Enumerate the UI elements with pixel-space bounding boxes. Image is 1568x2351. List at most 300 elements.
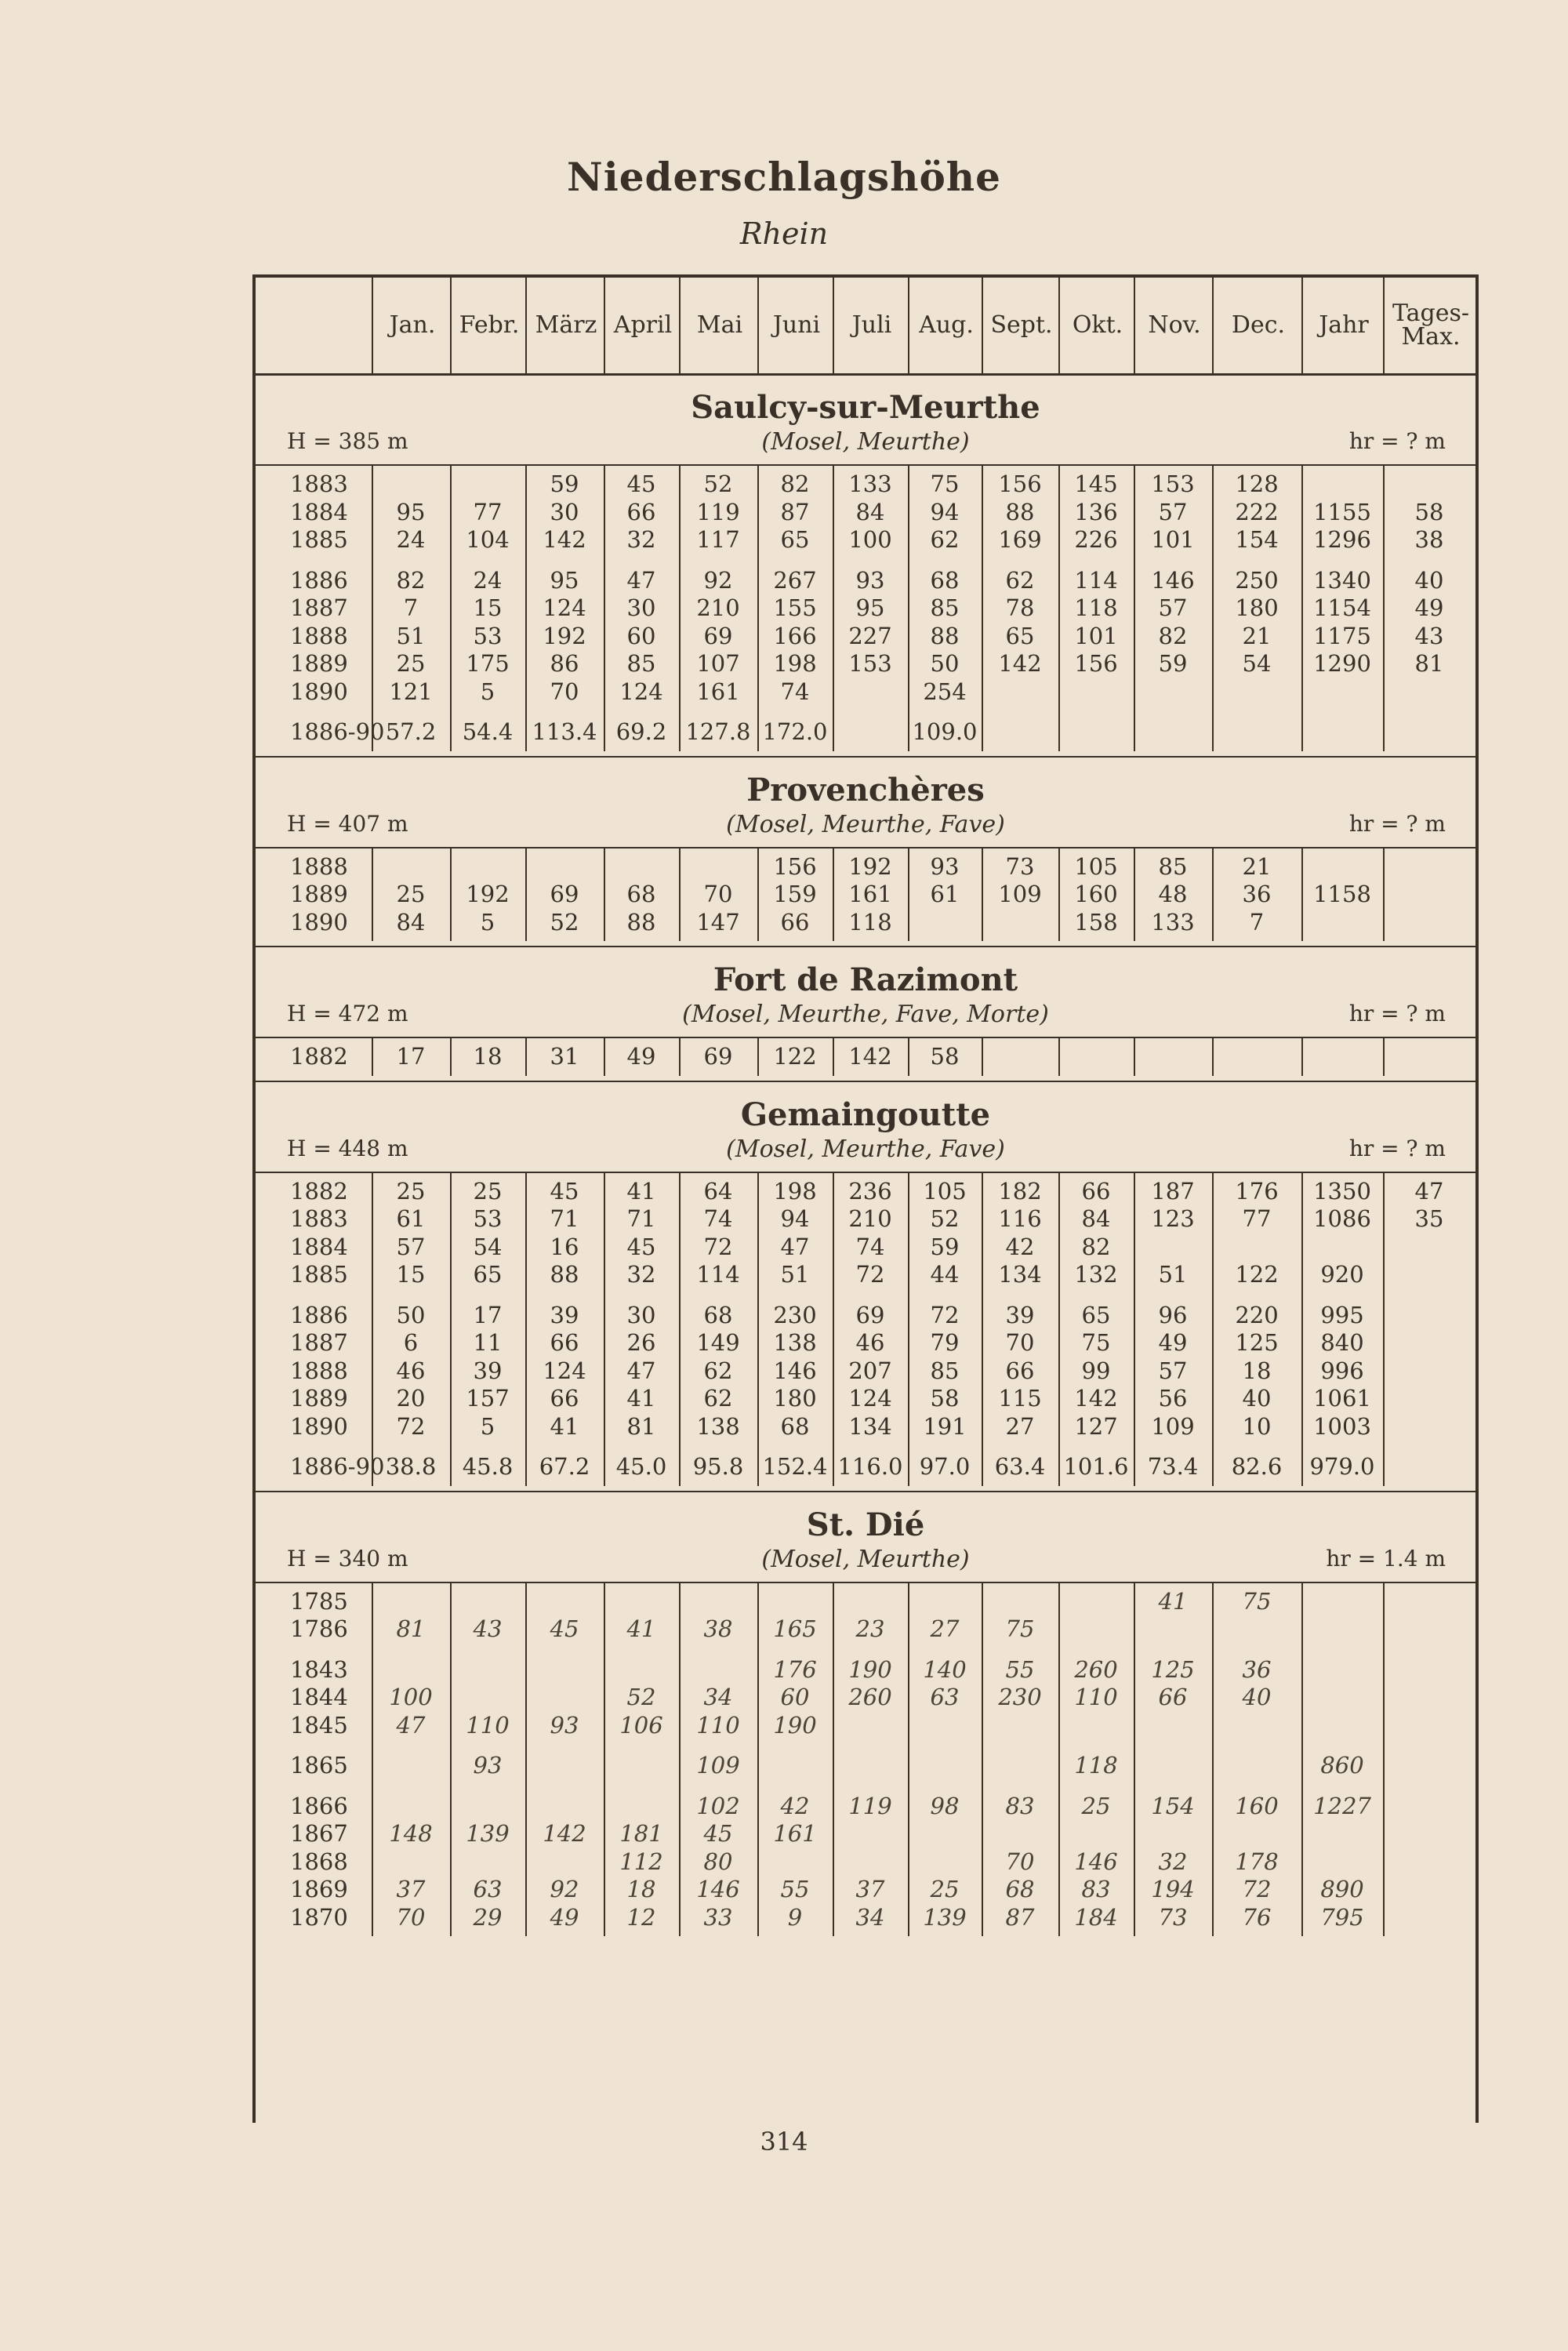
data-cell: 88: [930, 622, 960, 649]
data-cell: 70: [1005, 1848, 1035, 1875]
station-hr: hr = ? m: [1348, 1001, 1446, 1027]
data-cell: 100: [389, 1684, 433, 1710]
data-cell: 16: [550, 1233, 579, 1260]
data-cell: 227: [848, 622, 892, 649]
data-cell: 47: [396, 1711, 426, 1739]
data-cell: 101: [1074, 622, 1118, 649]
data-cell: 17: [473, 1301, 503, 1328]
data-cell: 138: [773, 1329, 817, 1356]
column-header: Jan.: [372, 278, 452, 373]
data-cell: 51: [780, 1261, 810, 1288]
data-cell: 62: [703, 1357, 733, 1384]
data-cell: 68: [930, 566, 960, 594]
data-cell: 840: [1320, 1329, 1364, 1356]
data-cell: 136: [1074, 498, 1118, 525]
data-cell: 5: [480, 908, 495, 936]
section-rule: [256, 756, 1475, 758]
data-cell: 26: [626, 1329, 656, 1356]
data-cell: 57: [1158, 498, 1188, 525]
data-cell: 105: [1074, 852, 1118, 880]
data-cell: 267: [773, 566, 817, 594]
station-height: H = 407 m: [287, 810, 408, 837]
data-cell: 118: [1074, 594, 1118, 621]
data-cell: 38: [1414, 526, 1444, 553]
column-divider: [1058, 466, 1060, 751]
column-header: Aug.: [908, 278, 983, 373]
column-divider: [982, 1038, 983, 1076]
data-cell: 73.4: [1147, 1453, 1199, 1480]
data-cell: 27: [1005, 1412, 1035, 1440]
data-cell: 82: [396, 566, 426, 594]
data-cell: 127.8: [685, 718, 751, 745]
data-cell: 67.2: [539, 1453, 590, 1480]
data-cell: 63: [473, 1876, 503, 1902]
data-cell: 25: [930, 1876, 960, 1902]
column-divider: [908, 848, 909, 942]
data-cell: 40: [1242, 1684, 1272, 1710]
column-divider: [908, 1173, 909, 1486]
column-divider: [525, 848, 527, 942]
column-divider: [1301, 1173, 1303, 1486]
data-cell: 38.8: [385, 1453, 437, 1480]
data-cell: 72: [930, 1301, 960, 1328]
column-divider: [372, 848, 373, 942]
data-cell: 59: [930, 1233, 960, 1260]
data-cell: 87: [1005, 1903, 1035, 1931]
data-cell: 106: [619, 1711, 663, 1739]
column-divider: [1383, 466, 1385, 751]
data-cell: 166: [773, 622, 817, 649]
column-divider: [908, 466, 909, 751]
data-cell: 72: [855, 1261, 885, 1288]
data-cell: 57: [1158, 1357, 1188, 1384]
data-cell: 155: [773, 594, 817, 621]
data-cell: 61: [930, 881, 960, 907]
column-divider: [1301, 466, 1303, 751]
section-rule: [256, 1037, 1475, 1038]
data-cell: 124: [543, 1357, 586, 1384]
data-cell: 80: [703, 1848, 733, 1875]
data-cell: 192: [543, 622, 586, 649]
column-divider: [679, 1583, 681, 1937]
column-divider: [1301, 1583, 1303, 1937]
data-cell: 142: [1074, 1385, 1118, 1412]
column-divider: [908, 1583, 909, 1937]
data-cell: 30: [626, 594, 656, 621]
data-cell: 34: [855, 1903, 885, 1931]
data-cell: 180: [773, 1385, 817, 1412]
data-cell: 1296: [1313, 526, 1371, 553]
data-cell: 161: [848, 881, 892, 907]
section-rule: [256, 1172, 1475, 1173]
data-cell: 63.4: [994, 1453, 1046, 1480]
data-cell: 149: [696, 1329, 740, 1356]
page-number: 314: [760, 2127, 808, 2157]
column-divider: [679, 1173, 681, 1486]
data-cell: 156: [1074, 650, 1118, 677]
data-cell: 116: [998, 1205, 1042, 1232]
data-cell: 92: [550, 1876, 579, 1902]
data-cell: 93: [930, 852, 960, 880]
data-cell: 210: [848, 1205, 892, 1232]
data-cell: 176: [1235, 1177, 1279, 1205]
data-cell: 36: [1242, 881, 1272, 907]
column-divider: [1383, 1583, 1385, 1937]
data-cell: 110: [696, 1711, 740, 1739]
year-label: 1885: [290, 526, 348, 553]
data-cell: 93: [550, 1711, 579, 1739]
column-divider: [450, 848, 452, 942]
data-cell: 21: [1242, 852, 1272, 880]
data-cell: 66: [626, 498, 656, 525]
data-cell: 66: [780, 908, 810, 936]
data-cell: 41: [550, 1412, 579, 1440]
column-divider: [1058, 848, 1060, 942]
column-divider: [1058, 1583, 1060, 1937]
column-divider: [679, 466, 681, 751]
data-cell: 226: [1074, 526, 1118, 553]
data-cell: 69: [550, 881, 579, 907]
data-cell: 191: [923, 1412, 967, 1440]
data-cell: 69: [855, 1301, 885, 1328]
data-cell: 1003: [1313, 1412, 1371, 1440]
data-cell: 124: [848, 1385, 892, 1412]
data-cell: 69.2: [615, 718, 667, 745]
data-cell: 76: [1242, 1903, 1272, 1931]
data-cell: 97.0: [919, 1453, 971, 1480]
data-cell: 85: [626, 650, 656, 677]
data-cell: 113.4: [532, 718, 597, 745]
data-cell: 41: [626, 1385, 656, 1412]
data-cell: 43: [1414, 622, 1444, 649]
data-cell: 52: [626, 1684, 656, 1710]
section-region: (Mosel, Meurthe, Fave): [726, 1135, 1005, 1163]
data-cell: 66: [550, 1329, 579, 1356]
year-label: 1786: [290, 1615, 348, 1642]
data-cell: 51: [396, 622, 426, 649]
data-cell: 56: [1158, 1385, 1188, 1412]
data-cell: 114: [1074, 566, 1118, 594]
data-cell: 159: [773, 881, 817, 907]
station-hr: hr = ? m: [1348, 810, 1446, 837]
data-cell: 66: [1081, 1177, 1111, 1205]
data-cell: 81: [626, 1412, 656, 1440]
column-divider: [1134, 1583, 1135, 1937]
data-cell: 119: [696, 498, 740, 525]
year-label: 1885: [290, 1261, 348, 1288]
section-title: Fort de Razimont: [713, 961, 1018, 998]
data-cell: 81: [396, 1615, 426, 1642]
data-cell: 34: [703, 1684, 733, 1710]
data-cell: 32: [1158, 1848, 1188, 1875]
data-cell: 125: [1151, 1655, 1195, 1683]
column-header: Juni: [757, 278, 834, 373]
year-label: 1844: [290, 1684, 348, 1710]
data-cell: 37: [855, 1876, 885, 1902]
data-cell: 21: [1242, 622, 1272, 649]
column-divider: [679, 1038, 681, 1076]
data-cell: 32: [626, 526, 656, 553]
data-cell: 70: [703, 881, 733, 907]
data-cell: 45: [626, 1233, 656, 1260]
column-divider: [372, 1038, 373, 1076]
data-cell: 52: [703, 471, 733, 497]
data-cell: 95.8: [692, 1453, 744, 1480]
data-cell: 10: [1242, 1412, 1272, 1440]
data-cell: 84: [855, 498, 885, 525]
data-cell: 57: [1158, 594, 1188, 621]
data-cell: 47: [780, 1233, 810, 1260]
data-cell: 11: [473, 1329, 503, 1356]
section-title: Saulcy-sur-Meurthe: [691, 389, 1040, 426]
data-cell: 58: [930, 1043, 960, 1070]
data-cell: 88: [550, 1261, 579, 1288]
data-cell: 65: [1005, 622, 1035, 649]
data-cell: 118: [848, 908, 892, 936]
data-cell: 66: [1005, 1357, 1035, 1384]
column-divider: [604, 1583, 605, 1937]
column-divider: [450, 466, 452, 751]
data-cell: 9: [787, 1903, 803, 1931]
data-cell: 176: [773, 1655, 817, 1683]
data-cell: 160: [1074, 881, 1118, 907]
year-label: 1890: [290, 1412, 348, 1440]
column-header: Tages-Max.: [1383, 278, 1477, 373]
column-header: Juli: [833, 278, 909, 373]
year-label: 1868: [290, 1848, 348, 1875]
year-label: 1887: [290, 1329, 348, 1356]
data-cell: 48: [1158, 881, 1188, 907]
data-cell: 68: [1005, 1876, 1035, 1902]
column-divider: [525, 1583, 527, 1937]
data-cell: 96: [1158, 1301, 1188, 1328]
year-label: 1888: [290, 1357, 348, 1384]
data-cell: 148: [389, 1820, 433, 1847]
data-cell: 25: [473, 1177, 503, 1205]
data-cell: 194: [1151, 1876, 1195, 1902]
section-rule: [256, 1582, 1475, 1583]
column-divider: [1212, 466, 1214, 751]
column-divider: [1134, 1038, 1135, 1076]
data-cell: 178: [1235, 1848, 1279, 1875]
column-divider: [604, 1038, 605, 1076]
column-divider: [372, 1173, 373, 1486]
data-cell: 1290: [1313, 650, 1371, 677]
data-cell: 134: [848, 1412, 892, 1440]
year-label: 1884: [290, 1233, 348, 1260]
data-cell: 124: [619, 678, 663, 705]
data-cell: 6: [403, 1329, 419, 1356]
column-divider: [604, 848, 605, 942]
data-cell: 95: [550, 566, 579, 594]
data-cell: 35: [1414, 1205, 1444, 1232]
column-divider: [833, 466, 834, 751]
column-divider: [1134, 848, 1135, 942]
data-cell: 57.2: [385, 718, 437, 745]
data-cell: 31: [550, 1043, 579, 1070]
column-divider: [525, 1173, 527, 1486]
data-cell: 65: [780, 526, 810, 553]
column-divider: [1134, 466, 1135, 751]
data-cell: 49: [1158, 1329, 1188, 1356]
column-divider: [833, 1173, 834, 1486]
data-cell: 45: [550, 1177, 579, 1205]
data-cell: 995: [1320, 1301, 1364, 1328]
column-header: Dec.: [1212, 278, 1303, 373]
data-cell: 85: [930, 1357, 960, 1384]
data-cell: 156: [998, 471, 1042, 497]
data-cell: 121: [389, 678, 433, 705]
data-cell: 109.0: [912, 718, 978, 745]
data-cell: 77: [473, 498, 503, 525]
data-cell: 192: [848, 852, 892, 880]
data-cell: 890: [1320, 1876, 1364, 1902]
data-cell: 55: [780, 1876, 810, 1902]
column-divider: [1301, 848, 1303, 942]
data-cell: 86: [550, 650, 579, 677]
data-cell: 5: [480, 678, 495, 705]
year-label: 1866: [290, 1792, 348, 1819]
data-cell: 1227: [1313, 1792, 1371, 1819]
data-cell: 41: [1158, 1587, 1188, 1615]
data-cell: 94: [930, 498, 960, 525]
section-region: (Mosel, Meurthe): [761, 1545, 970, 1573]
data-cell: 7: [1249, 908, 1265, 936]
column-header: März: [525, 278, 605, 373]
data-cell: 158: [1074, 908, 1118, 936]
data-cell: 154: [1235, 526, 1279, 553]
data-cell: 109: [1151, 1412, 1195, 1440]
data-cell: 62: [1005, 566, 1035, 594]
data-cell: 45.0: [615, 1453, 667, 1480]
data-cell: 110: [1074, 1684, 1118, 1710]
data-cell: 192: [466, 881, 510, 907]
data-cell: 142: [848, 1043, 892, 1070]
data-cell: 93: [473, 1752, 503, 1779]
data-cell: 41: [626, 1615, 656, 1642]
column-divider: [757, 1038, 759, 1076]
data-cell: 198: [773, 650, 817, 677]
section-title: St. Dié: [806, 1506, 925, 1543]
data-cell: 84: [396, 908, 426, 936]
data-cell: 75: [1242, 1587, 1272, 1615]
data-cell: 18: [473, 1043, 503, 1070]
data-cell: 95: [855, 594, 885, 621]
data-cell: 43: [473, 1615, 503, 1642]
data-cell: 117: [696, 526, 740, 553]
data-cell: 70: [1005, 1329, 1035, 1356]
data-cell: 169: [998, 526, 1042, 553]
column-header: Jahr: [1301, 278, 1385, 373]
data-cell: 47: [1414, 1177, 1444, 1205]
data-cell: 59: [550, 471, 579, 497]
data-cell: 125: [1235, 1329, 1279, 1356]
data-cell: 75: [1005, 1615, 1035, 1642]
data-cell: 52: [550, 908, 579, 936]
data-cell: 71: [550, 1205, 579, 1232]
data-cell: 198: [773, 1177, 817, 1205]
column-divider: [833, 848, 834, 942]
column-divider: [679, 848, 681, 942]
data-cell: 860: [1320, 1752, 1364, 1779]
year-label: 1883: [290, 471, 348, 497]
year-label: 1889: [290, 650, 348, 677]
column-divider: [982, 848, 983, 942]
data-cell: 46: [855, 1329, 885, 1356]
data-cell: 82: [1158, 622, 1188, 649]
data-cell: 30: [550, 498, 579, 525]
year-label: 1888: [290, 622, 348, 649]
data-cell: 190: [848, 1655, 892, 1683]
data-cell: 124: [543, 594, 586, 621]
data-cell: 172.0: [762, 718, 828, 745]
data-cell: 40: [1414, 566, 1444, 594]
data-cell: 146: [1151, 566, 1195, 594]
data-cell: 99: [1081, 1357, 1111, 1384]
data-cell: 153: [848, 650, 892, 677]
data-cell: 50: [396, 1301, 426, 1328]
data-cell: 260: [848, 1684, 892, 1710]
data-cell: 1158: [1313, 881, 1371, 907]
column-divider: [1383, 848, 1385, 942]
column-header: April: [604, 278, 681, 373]
data-cell: 146: [1074, 1848, 1118, 1875]
column-header: Febr.: [450, 278, 527, 373]
column-divider: [450, 1583, 452, 1937]
data-cell: 53: [473, 1205, 503, 1232]
data-cell: 69: [703, 1043, 733, 1070]
data-cell: 60: [780, 1684, 810, 1710]
data-cell: 45: [703, 1820, 733, 1847]
data-cell: 65: [1081, 1301, 1111, 1328]
column-divider: [372, 466, 373, 751]
data-cell: 54: [1242, 650, 1272, 677]
data-cell: 42: [1005, 1233, 1035, 1260]
data-cell: 12: [626, 1903, 656, 1931]
data-cell: 175: [466, 650, 510, 677]
data-cell: 1340: [1313, 566, 1371, 594]
year-label: 1870: [290, 1903, 348, 1931]
data-cell: 24: [473, 566, 503, 594]
data-cell: 47: [626, 566, 656, 594]
data-cell: 220: [1235, 1301, 1279, 1328]
data-cell: 23: [855, 1615, 885, 1642]
data-cell: 142: [998, 650, 1042, 677]
data-cell: 88: [626, 908, 656, 936]
data-cell: 54.4: [462, 718, 514, 745]
data-cell: 110: [466, 1711, 510, 1739]
data-cell: 70: [550, 678, 579, 705]
data-cell: 64: [703, 1177, 733, 1205]
data-cell: 147: [696, 908, 740, 936]
data-cell: 29: [473, 1903, 503, 1931]
data-cell: 101: [1151, 526, 1195, 553]
year-label: 1865: [290, 1752, 348, 1779]
data-cell: 79: [930, 1329, 960, 1356]
column-divider: [525, 466, 527, 751]
data-cell: 152.4: [762, 1453, 828, 1480]
data-cell: 94: [780, 1205, 810, 1232]
data-cell: 18: [1242, 1357, 1272, 1384]
data-cell: 210: [696, 594, 740, 621]
section-region: (Mosel, Meurthe): [761, 428, 970, 456]
column-divider: [450, 1173, 452, 1486]
data-cell: 146: [773, 1357, 817, 1384]
data-cell: 20: [396, 1385, 426, 1412]
data-cell: 139: [466, 1820, 510, 1847]
section-rule: [256, 946, 1475, 947]
data-cell: 41: [626, 1177, 656, 1205]
